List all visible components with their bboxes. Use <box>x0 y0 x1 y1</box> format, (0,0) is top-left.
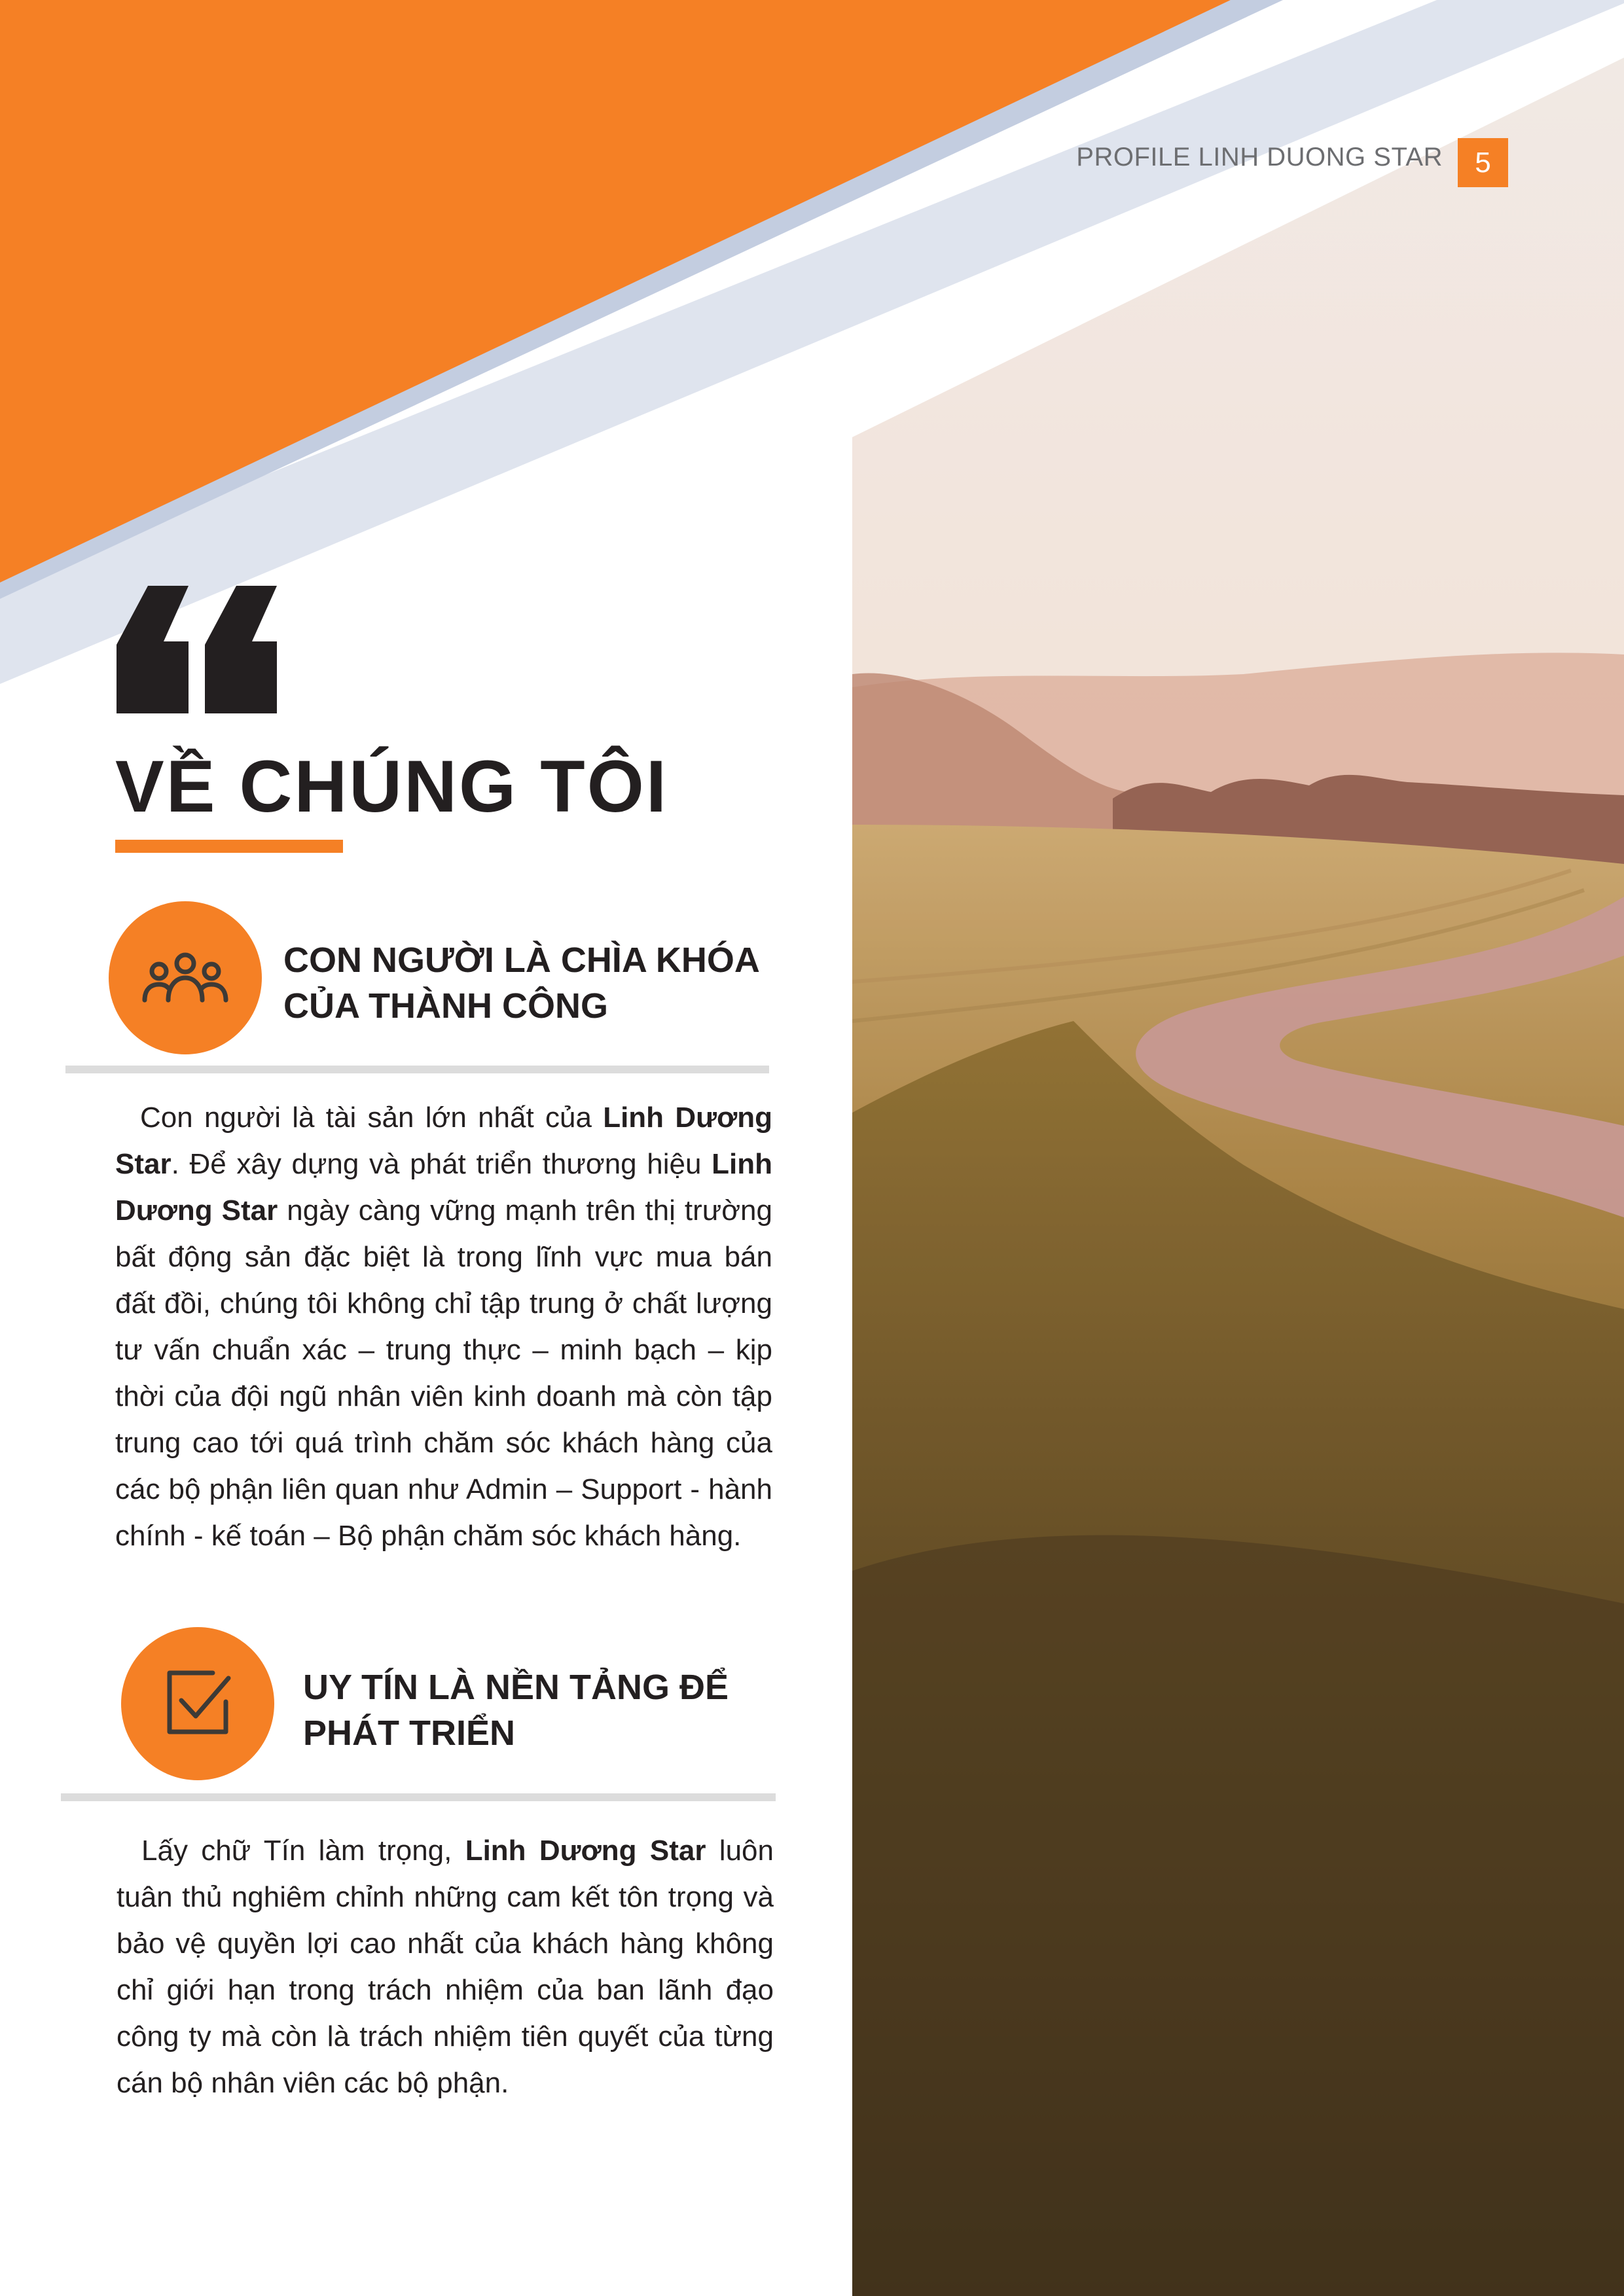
section-divider <box>61 1793 776 1801</box>
section-paragraph: Con người là tài sản lớn nhất của Linh Dương Star. Để xây dựng và phát triển thương hiệu Linh Dương Star ngày càng vững mạnh trên thị trường bất động sản đặc biệt là trong lĩnh vực mua bán đất đồi, chúng tôi không chỉ tập trung ở chất lượng tư vấn chuẩn xác – trung thực – minh bạch – kịp thời của đội ngũ nhân viên kinh doanh mà còn tập trung cao tới quá trình chăm sóc khách hàng của các bộ phận liên quan như Admin – Support - hành chính - kế toán – Bộ phận chăm sóc khách hàng. <box>115 1102 772 1552</box>
section-heading: UY TÍN LÀ NỀN TẢNG ĐỂ PHÁT TRIỂN <box>303 1668 729 1753</box>
page-title: VỀ CHÚNG TÔI <box>115 745 668 827</box>
title-underline <box>115 840 343 853</box>
section-paragraph: Lấy chữ Tín làm trọng, Linh Dương Star luôn tuân thủ nghiêm chỉnh những cam kết tôn trọng và bảo vệ quyền lợi cao nhất của khách hàng không chỉ giới hạn trong trách nhiệm của ban lãnh đạo công ty mà còn là trách nhiệm tiên quyết của từng cán bộ nhân viên các bộ phận. <box>117 1835 774 2099</box>
page-number-badge: 5 <box>1458 138 1508 187</box>
section-heading: CON NGƯỜI LÀ CHÌA KHÓA CỦA THÀNH CÔNG <box>283 941 760 1026</box>
people-group-icon <box>139 952 231 1004</box>
section-icon-circle <box>109 901 262 1054</box>
quote-mark-icon <box>117 586 277 713</box>
checked-box-icon <box>162 1668 234 1740</box>
section-icon-circle <box>121 1627 274 1780</box>
section-divider <box>65 1066 769 1073</box>
header-label: PROFILE LINH DUONG STAR <box>1076 143 1443 171</box>
